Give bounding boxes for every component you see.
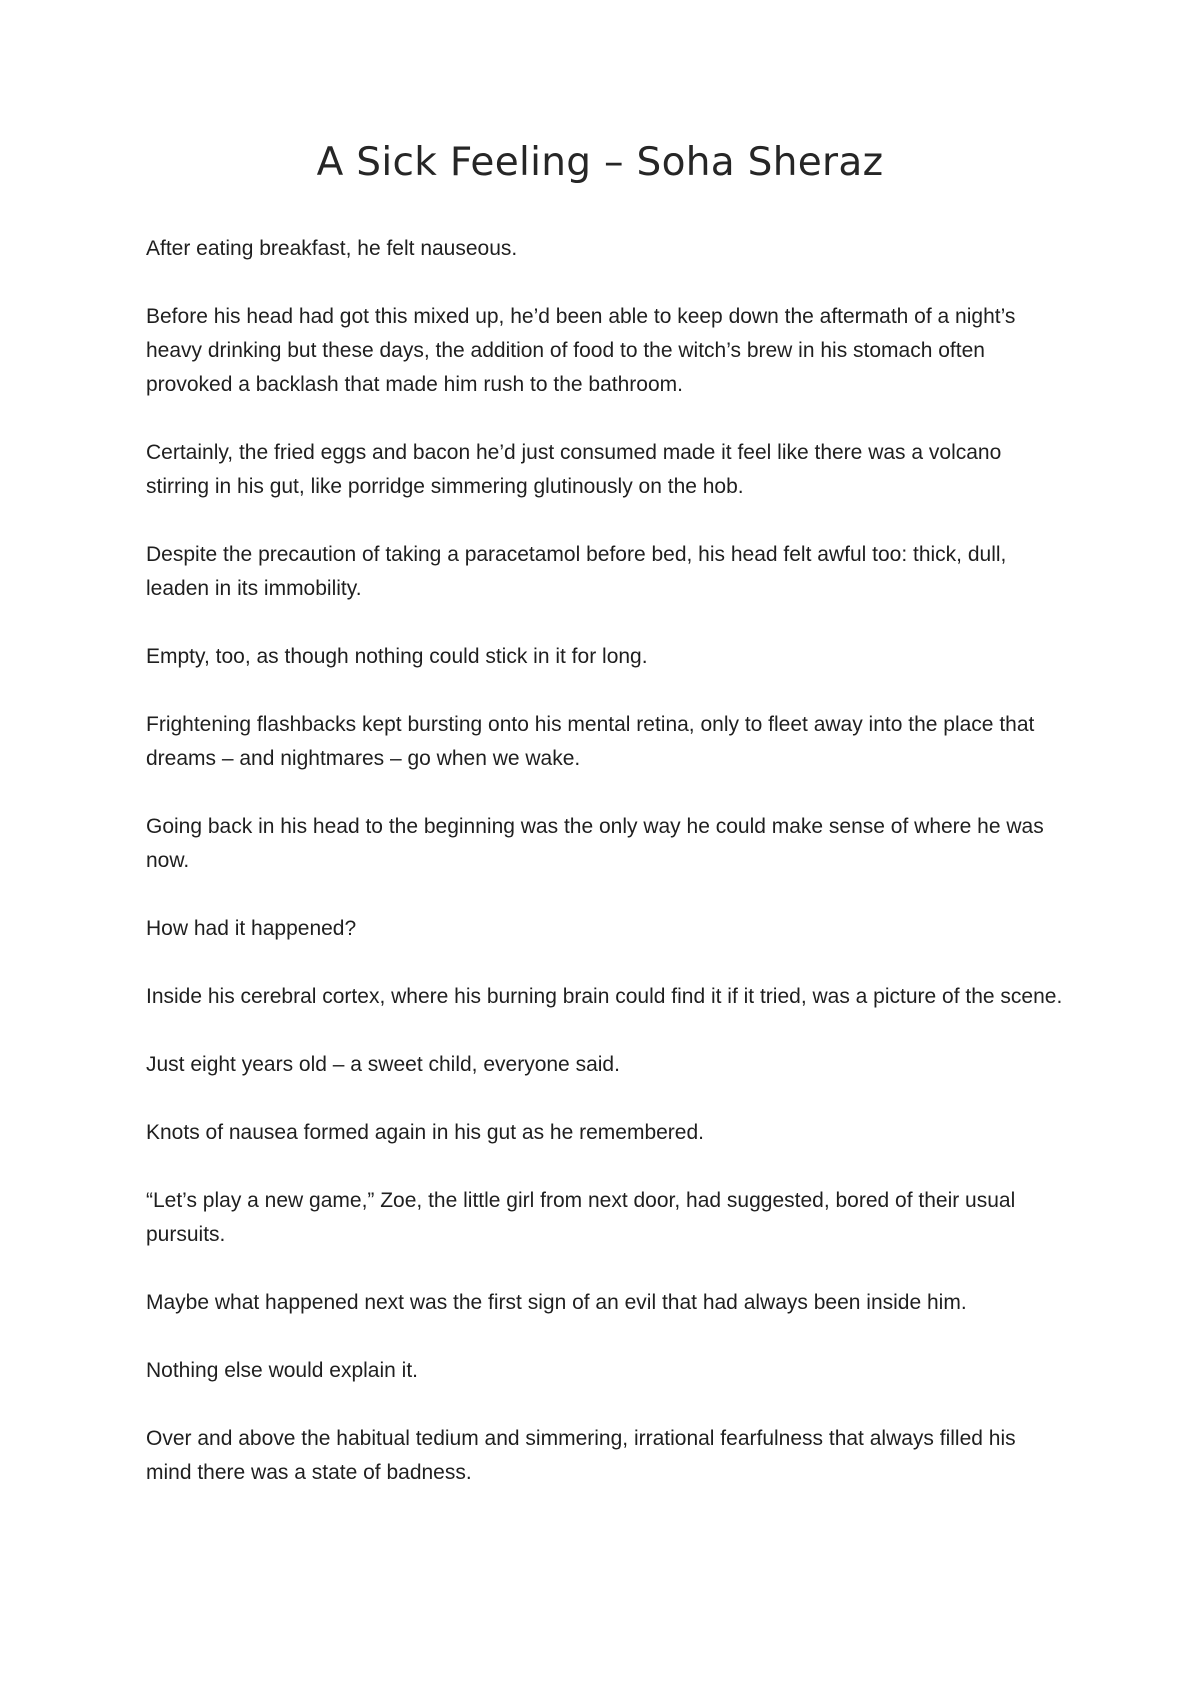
- paragraph: Frightening flashbacks kept bursting onto his mental retina, only to fleet away into the place that dreams – and nightmares – go when we wake.: [146, 713, 1035, 770]
- paragraph: Over and above the habitual tedium and simmering, irrational fearfulness that always filled his mind there was a state of badness.: [146, 1427, 1016, 1484]
- paragraph: Despite the precaution of taking a paracetamol before bed, his head felt awful too: thick, dull, leaden in its immobility.: [146, 543, 1007, 600]
- paragraph: Maybe what happened next was the first sign of an evil that had always been inside him.: [146, 1291, 967, 1314]
- paragraph: How had it happened?: [146, 917, 357, 940]
- paragraph: Inside his cerebral cortex, where his burning brain could find it if it tried, was a picture of the scene.: [146, 985, 1063, 1008]
- paragraph: “Let’s play a new game,” Zoe, the little girl from next door, had suggested, bored of their usual pursuits.: [146, 1189, 1016, 1246]
- paragraph: Certainly, the fried eggs and bacon he’d just consumed made it feel like there was a volcano stirring in his gut, like porridge simmering glutinously on the hob.: [146, 441, 1002, 498]
- paragraph: Knots of nausea formed again in his gut as he remembered.: [146, 1121, 704, 1144]
- paragraph: Going back in his head to the beginning was the only way he could make sense of where he was now.: [146, 815, 1044, 872]
- paragraph: Before his head had got this mixed up, he’d been able to keep down the aftermath of a night’s heavy drinking but these days, the addition of food to the witch’s brew in his stomach often provoked a backlash that made him rush to the bathroom.: [146, 305, 1016, 396]
- document-body: [146, 232, 1066, 1524]
- paragraph: Nothing else would explain it.: [146, 1359, 418, 1382]
- paragraph: After eating breakfast, he felt nauseous.: [146, 237, 518, 260]
- document-title: A Sick Feeling – Soha Sheraz: [316, 140, 884, 185]
- paragraph: Just eight years old – a sweet child, everyone said.: [146, 1053, 620, 1076]
- paragraph: Empty, too, as though nothing could stick in it for long.: [146, 645, 648, 668]
